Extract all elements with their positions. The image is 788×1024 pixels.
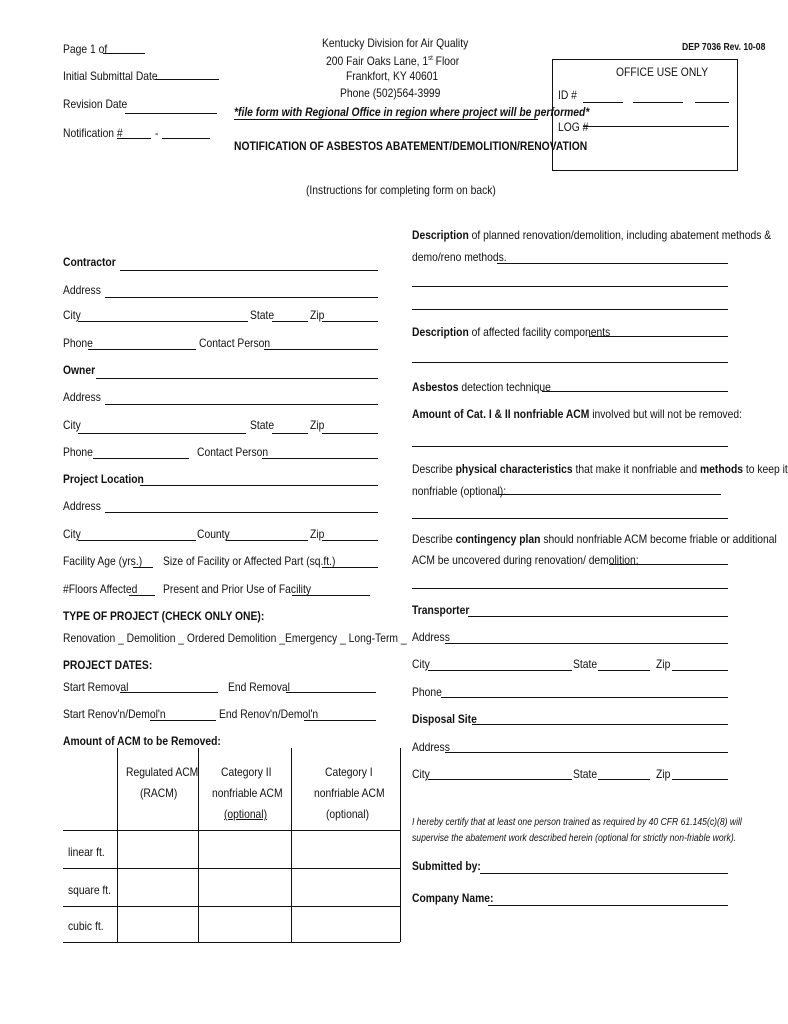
start-removal-label: Start Removal: [63, 680, 129, 694]
transporter-city-field[interactable]: [428, 670, 572, 671]
file-note: *file form with Regional Office in region where project will be performed*: [234, 105, 590, 119]
end-renov-field[interactable]: [304, 720, 376, 721]
owner-zip-label: Zip: [310, 418, 325, 432]
row-cubic-ft: cubic ft.: [68, 919, 104, 933]
initial-submittal-field[interactable]: [155, 79, 219, 80]
table-grid-line: [117, 748, 118, 942]
notification-number-label: Notification #: [63, 126, 123, 140]
physical-characteristics-field-2[interactable]: [412, 518, 728, 519]
agency-address: 200 Fair Oaks Lane, 1st Floor: [326, 54, 460, 68]
project-location-field[interactable]: [140, 485, 378, 486]
project-location-label: Project Location: [63, 472, 144, 486]
owner-field[interactable]: [96, 378, 378, 379]
notification-number-field-b[interactable]: [162, 138, 210, 139]
submitted-by-field[interactable]: [480, 873, 728, 874]
contractor-contact-label: Contact Person: [199, 336, 271, 350]
end-removal-field[interactable]: [286, 692, 376, 693]
owner-state-label: State: [250, 418, 275, 432]
col-racm-header-2: (RACM): [140, 786, 178, 800]
disposal-zip-field[interactable]: [672, 779, 728, 780]
form-title: NOTIFICATION OF ASBESTOS ABATEMENT/DEMOLITION/RENOVATION: [234, 139, 588, 153]
amount-nonfriable-field[interactable]: [412, 446, 728, 447]
acm-amount-heading: Amount of ACM to be Removed:: [63, 734, 221, 748]
certification-text-2: supervise the abatement work described herein (optional for strictly non-friable work).: [412, 833, 737, 844]
disposal-city-field[interactable]: [428, 779, 572, 780]
disposal-state-label: State: [573, 767, 598, 781]
table-grid-line: [63, 906, 400, 907]
owner-phone-label: Phone: [63, 445, 93, 459]
contractor-label: Contractor: [63, 255, 116, 269]
owner-zip-field[interactable]: [322, 433, 378, 434]
contractor-contact-field[interactable]: [264, 349, 378, 350]
asbestos-detection-label: Asbestos detection technique: [412, 380, 551, 394]
owner-contact-label: Contact Person: [197, 445, 269, 459]
col-cat2-header-2: nonfriable ACM: [212, 786, 283, 800]
initial-submittal-label: Initial Submittal Date: [63, 69, 158, 83]
description-planned-label-2: demo/reno methods.: [412, 250, 507, 264]
owner-city-field[interactable]: [78, 433, 246, 434]
log-label: LOG #: [558, 120, 589, 134]
form-id: DEP 7036 Rev. 10-08: [682, 42, 766, 53]
row-linear-ft: linear ft.: [68, 845, 105, 859]
start-renov-label: Start Renov'n/Demol'n: [63, 707, 166, 721]
owner-address-label: Address: [63, 390, 101, 404]
id-label: ID #: [558, 88, 577, 102]
contractor-zip-label: Zip: [310, 308, 325, 322]
facility-size-label: Size of Facility or Affected Part (sq.ft.): [163, 554, 336, 568]
contractor-state-label: State: [250, 308, 275, 322]
agency-name: Kentucky Division for Air Quality: [322, 36, 469, 50]
table-grid-line: [291, 748, 292, 942]
transporter-zip-field[interactable]: [672, 670, 728, 671]
owner-label: Owner: [63, 363, 96, 377]
facility-size-field[interactable]: [322, 567, 378, 568]
col-cat2-header-1: Category II: [221, 765, 272, 779]
id-field-1[interactable]: [583, 102, 623, 103]
location-county-label: County: [197, 527, 230, 541]
amount-nonfriable-label: Amount of Cat. I & II nonfriable ACM involved but will not be removed:: [412, 407, 742, 421]
project-type-heading: TYPE OF PROJECT (CHECK ONLY ONE):: [63, 609, 265, 623]
owner-address-field[interactable]: [105, 404, 378, 405]
table-grid-line: [63, 830, 400, 831]
contractor-zip-field[interactable]: [322, 321, 378, 322]
disposal-address-field[interactable]: [445, 752, 728, 753]
description-components-field-2[interactable]: [412, 362, 728, 363]
contractor-address-field[interactable]: [105, 297, 378, 298]
location-city-field[interactable]: [78, 540, 196, 541]
disposal-city-label: City: [412, 767, 430, 781]
location-city-label: City: [63, 527, 81, 541]
transporter-field[interactable]: [468, 616, 728, 617]
owner-state-field[interactable]: [272, 433, 308, 434]
office-use-label: OFFICE USE ONLY: [616, 65, 709, 79]
facility-age-field[interactable]: [133, 567, 153, 568]
contingency-plan-field-1[interactable]: [609, 564, 728, 565]
physical-characteristics-label: Describe physical characteristics that make it nonfriable and methods to keep it: [412, 462, 788, 476]
contingency-plan-label-2: ACM be uncovered during renovation/ demolition:: [412, 553, 639, 567]
location-zip-label: Zip: [310, 527, 325, 541]
present-use-field[interactable]: [292, 595, 370, 596]
instructions-note: (Instructions for completing form on back): [306, 183, 496, 197]
contractor-field[interactable]: [120, 270, 378, 271]
transporter-state-label: State: [573, 657, 598, 671]
agency-city: Frankfort, KY 40601: [346, 69, 439, 83]
project-type-options[interactable]: Renovation _ Demolition _ Ordered Demolition _Emergency _ Long-Term _: [63, 631, 407, 645]
transporter-phone-label: Phone: [412, 685, 442, 699]
floors-affected-label: #Floors Affected: [63, 582, 138, 596]
facility-age-label: Facility Age (yrs.): [63, 554, 143, 568]
contractor-address-label: Address: [63, 283, 101, 297]
floors-affected-field[interactable]: [129, 595, 155, 596]
asbestos-detection-field[interactable]: [542, 391, 728, 392]
project-dates-heading: PROJECT DATES:: [63, 658, 153, 672]
disposal-site-field[interactable]: [472, 724, 728, 725]
owner-phone-field[interactable]: [93, 458, 189, 459]
transporter-address-label: Address: [412, 630, 450, 644]
id-field-3[interactable]: [695, 102, 729, 103]
page-of-label: Page 1 of: [63, 42, 108, 56]
id-field-2[interactable]: [633, 102, 683, 103]
transporter-phone-field[interactable]: [441, 697, 728, 698]
col-cat1-header-3: (optional): [326, 807, 370, 821]
contingency-plan-label: Describe contingency plan should nonfriable ACM become friable or additional: [412, 532, 777, 546]
present-use-label: Present and Prior Use of Facility: [163, 582, 311, 596]
transporter-zip-label: Zip: [656, 657, 671, 671]
physical-characteristics-label-2: nonfriable (optional):: [412, 484, 507, 498]
col-cat1-header-1: Category I: [325, 765, 373, 779]
transporter-label: Transporter: [412, 603, 470, 617]
contractor-phone-field[interactable]: [88, 349, 196, 350]
end-removal-label: End Removal: [228, 680, 290, 694]
notification-number-field-a[interactable]: [117, 138, 151, 139]
disposal-zip-label: Zip: [656, 767, 671, 781]
description-components-label: Description of affected facility components: [412, 325, 611, 339]
office-use-box: [552, 59, 738, 171]
description-planned-field-2[interactable]: [412, 286, 728, 287]
row-square-ft: square ft.: [68, 883, 112, 897]
location-address-field[interactable]: [105, 512, 378, 513]
table-grid-line: [63, 942, 400, 943]
contractor-phone-label: Phone: [63, 336, 93, 350]
contractor-city-field[interactable]: [78, 321, 248, 322]
log-field[interactable]: [583, 126, 729, 127]
transporter-city-label: City: [412, 657, 430, 671]
location-county-field[interactable]: [226, 540, 308, 541]
location-address-label: Address: [63, 499, 101, 513]
description-planned-label: Description of planned renovation/demolition, including abatement methods &: [412, 228, 772, 242]
description-components-field-1[interactable]: [589, 336, 728, 337]
transporter-address-field[interactable]: [445, 643, 728, 644]
transporter-state-field[interactable]: [598, 670, 650, 671]
description-planned-field-3[interactable]: [412, 309, 728, 310]
contractor-city-label: City: [63, 308, 81, 322]
certification-text-1: I hereby certify that at least one person trained as required by 40 CFR 61.145(c)(8) will: [412, 817, 742, 828]
revision-date-label: Revision Date: [63, 97, 128, 111]
revision-date-field[interactable]: [125, 113, 217, 114]
owner-city-label: City: [63, 418, 81, 432]
disposal-address-label: Address: [412, 740, 450, 754]
start-removal-field[interactable]: [120, 692, 218, 693]
page-of-field[interactable]: [103, 53, 145, 54]
physical-characteristics-field-1[interactable]: [497, 494, 721, 495]
col-cat1-header-2: nonfriable ACM: [314, 786, 385, 800]
end-renov-label: End Renov'n/Demol'n: [219, 707, 319, 721]
table-grid-line: [63, 868, 400, 869]
start-renov-field[interactable]: [150, 720, 216, 721]
notification-dash: -: [155, 126, 159, 140]
contingency-plan-field-2[interactable]: [412, 588, 728, 589]
col-cat2-header-3: (optional): [224, 807, 268, 821]
file-note-underline: [234, 119, 538, 120]
disposal-site-label: Disposal Site: [412, 712, 477, 726]
owner-contact-field[interactable]: [262, 458, 378, 459]
company-name-label: Company Name:: [412, 891, 494, 905]
contractor-state-field[interactable]: [272, 321, 308, 322]
table-grid-line: [400, 748, 401, 942]
description-planned-field-1[interactable]: [497, 263, 728, 264]
company-name-field[interactable]: [488, 905, 728, 906]
location-zip-field[interactable]: [322, 540, 378, 541]
submitted-by-label: Submitted by:: [412, 859, 481, 873]
disposal-state-field[interactable]: [598, 779, 650, 780]
col-racm-header-1: Regulated ACM: [126, 765, 199, 779]
agency-phone: Phone (502)564-3999: [340, 86, 441, 100]
